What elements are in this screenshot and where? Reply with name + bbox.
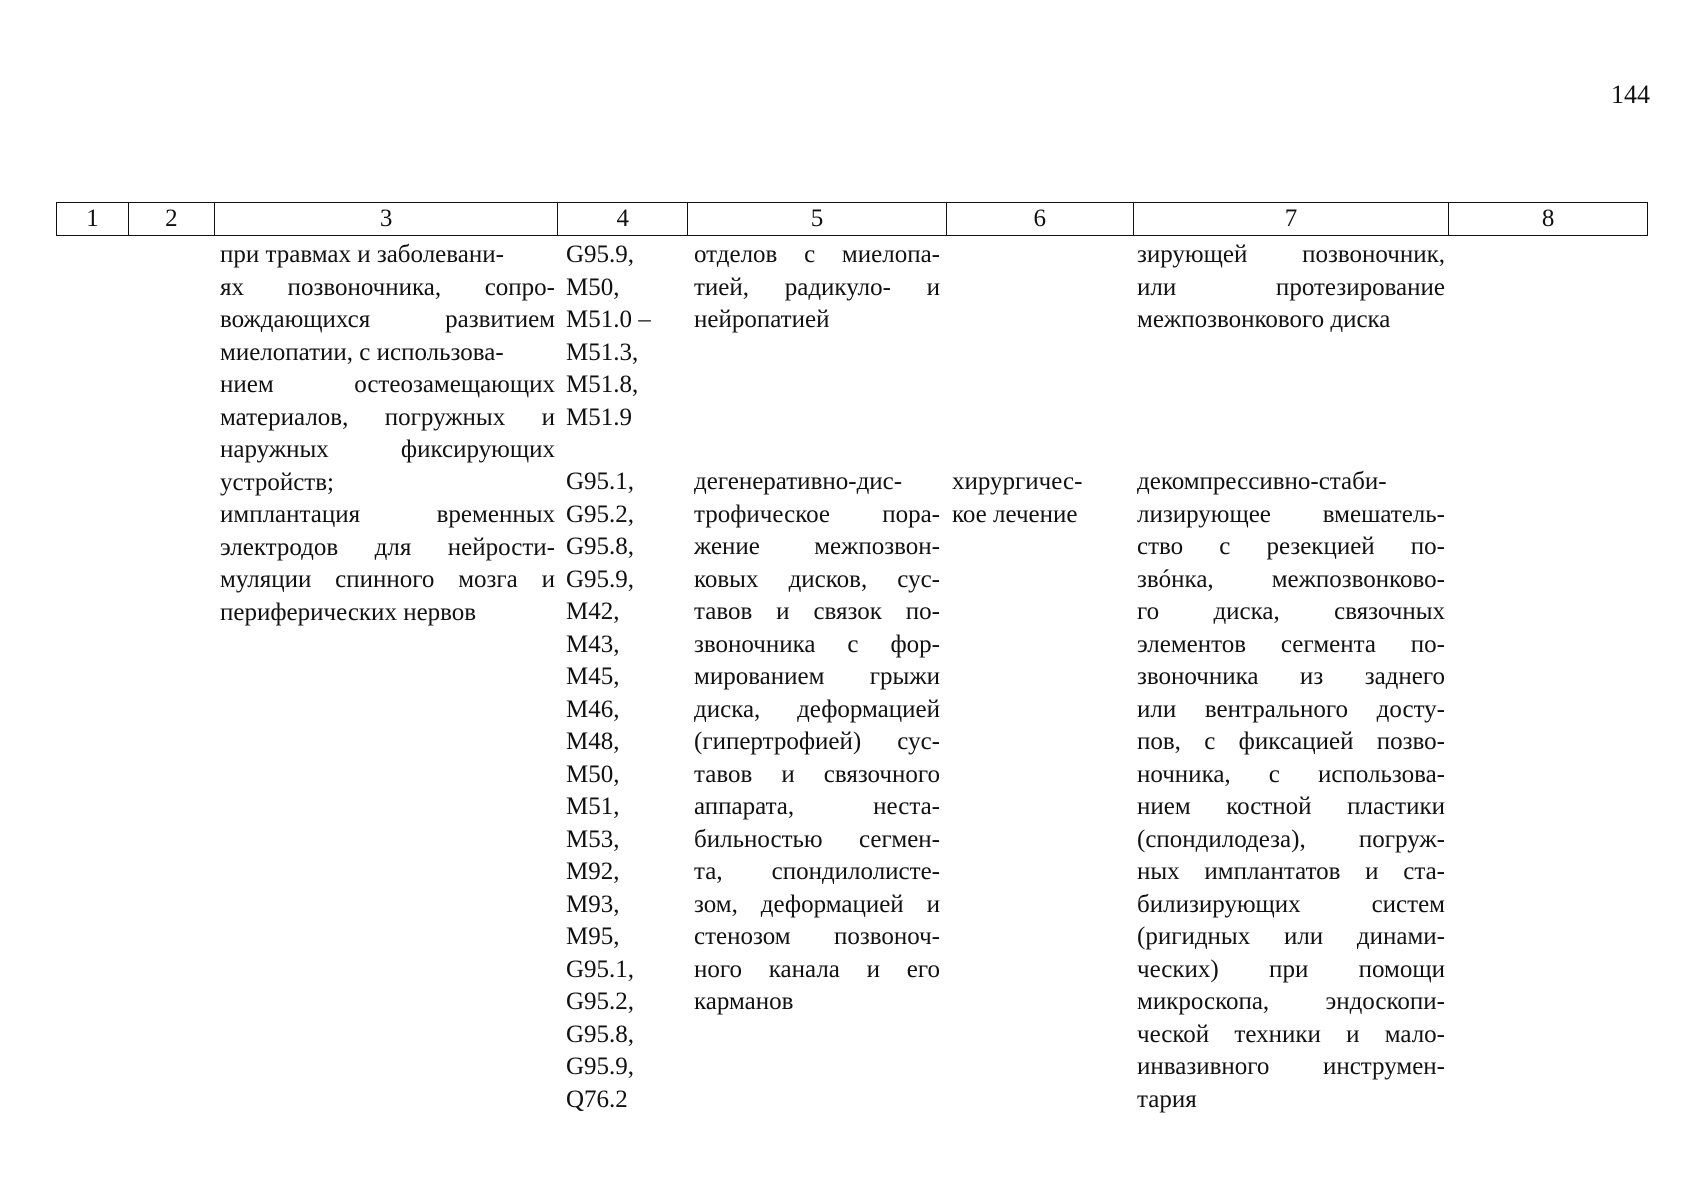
col3-description-line: имплантация временных [220,501,555,528]
block1-diagnosis-line: нейропатией [694,306,830,333]
block2-codes-line: G95.1, [566,955,635,983]
block1-codes-line: G95.9, [566,241,635,268]
header-cell-5: 5 [688,203,947,235]
block2-codes-line: G95.8, [566,533,635,560]
block2-codes-line: M92, [566,858,620,885]
block2-method-line: или вентрального досту- [1137,695,1445,723]
block2-diagnosis-line: стенозом позвоноч- [694,923,940,950]
header-cell-2: 2 [129,203,215,235]
header-cell-7: 7 [1134,203,1450,235]
block1-method-line: межпозвонкового диска [1137,306,1391,333]
block1-codes-line: M51.3, [566,338,639,366]
block2-method-line: (ригидных или динами- [1137,923,1445,950]
block2-diagnosis-line: тавов и связочного [694,760,940,788]
block2-method-line: микроскопа, эндоскопи- [1137,988,1445,1015]
block2-diagnosis-line: диска, деформацией [694,695,940,723]
block2-method-line: ческой техники и мало- [1137,1020,1445,1048]
block2-method-line: нием костной пластики [1137,793,1445,820]
block1-diagnosis [694,239,940,337]
block1-method [1137,239,1445,337]
block1-codes-line: M50, [566,273,620,301]
block2-codes-line: G95.2, [566,988,635,1015]
block2-codes-line: M42, [566,598,620,625]
block1-method-line: зирующей позвоночник, [1137,241,1445,268]
block2-treatment-type-line: кое лечение [952,500,1078,528]
block2-codes-line: M48, [566,728,620,755]
block1-diagnosis-line: тией, радикуло- и [694,273,940,301]
block2-method-line: лизирующее вмешатель- [1137,500,1445,528]
block2-codes-line: G95.8, [566,1020,635,1048]
block1-codes-line: M51.0 – [566,306,651,333]
col3-description-line: вождающихся развитием [220,306,555,333]
block2-method-line: ческих) при помощи [1137,955,1445,983]
block2-diagnosis-line: звоночника с фор- [694,630,940,658]
block2-method-line: го диска, связочных [1137,598,1445,625]
block2-method [1137,466,1445,1116]
block2-codes-line: M46, [566,695,620,723]
col3-description-line: периферических нервов [220,598,477,626]
block2-codes-line: M43, [566,630,620,658]
block1-codes [566,239,686,434]
block2-method-line: ночника, с использова- [1137,760,1445,788]
header-cell-1: 1 [57,203,129,235]
block2-codes-line: G95.1, [566,468,635,495]
col3-description-line: нием остеозамещающих [220,371,555,398]
header-cell-8: 8 [1541,205,1555,232]
header-cell-3: 3 [215,203,559,235]
block2-codes-line: M51, [566,793,620,820]
col3-description-line: миелопатии, с использова- [220,338,504,366]
block2-method-line: звоночника из заднего [1137,663,1445,690]
block2-codes-line: M95, [566,923,620,950]
col3-description-line: материалов, погружных и [220,403,555,431]
block2-diagnosis-line: дегенеративно-дис- [694,468,903,495]
block2-diagnosis-line: (гипертрофией) сус- [694,728,940,755]
block2-codes-line: M53, [566,825,620,853]
block2-method-line: элементов сегмента по- [1137,630,1445,658]
block1-diagnosis-line: отделов с миелопа- [694,241,940,268]
page-number: 144 [1611,80,1650,109]
block2-method-line: (спондилодеза), погруж- [1137,825,1445,853]
block2-diagnosis-line: бильностью сегмен- [694,825,940,853]
col3-description-line: устройств; [220,468,334,496]
block2-method-line: билизирующих систем [1137,890,1445,918]
block2-treatment-type-line: хирургичес- [952,468,1083,495]
block2-codes-line: M93, [566,890,620,918]
header-cell-6: 6 [947,203,1134,235]
block2-diagnosis-line: жение межпозвон- [694,533,940,560]
block2-diagnosis-line: ного канала и его [694,955,940,983]
col3-description [220,239,555,629]
col3-description-line: ях позвоночника, сопро- [220,273,555,301]
block2-method-line: ных имплантатов и ста- [1137,858,1445,885]
block2-codes-line: Q76.2 [566,1085,628,1113]
col3-description-line: электродов для нейрости- [220,533,555,561]
block2-diagnosis-line: карманов [694,988,794,1015]
block2-diagnosis-line: трофическое пора- [694,500,940,528]
col3-description-line: муляции спинного мозга и [220,566,555,593]
block2-diagnosis-line: зом, деформацией и [694,890,940,918]
block2-codes-line: G95.9, [566,1053,635,1080]
block2-method-line: ство с резекцией по- [1137,533,1445,560]
block2-diagnosis [694,466,940,1019]
block2-diagnosis-line: ковых дисков, сус- [694,565,940,593]
block2-method-line: звóнка, межпозвонково- [1137,565,1445,593]
col3-description-line: наружных фиксирующих [220,436,555,463]
block2-method-line: пов, с фиксацией позво- [1137,728,1445,755]
block1-method-line: или протезирование [1137,273,1445,301]
block2-codes-line: M45, [566,663,620,690]
block2-method-line: тария [1137,1085,1197,1113]
block2-codes [566,466,686,1116]
block2-diagnosis-line: та, спондилолисте- [694,858,940,885]
block1-codes-line: M51.8, [566,371,639,398]
header-cell-4: 4 [558,203,688,235]
table-header-row [56,202,1648,236]
block2-diagnosis-line: мированием грыжи [694,663,940,690]
block2-method-line: декомпрессивно-стаби- [1137,468,1387,495]
block2-codes-line: G95.9, [566,565,635,593]
block2-treatment-type [952,466,1132,531]
block2-codes-line: G95.2, [566,500,635,528]
block2-diagnosis-line: тавов и связок по- [694,598,940,625]
block2-method-line: инвазивного инструмен- [1137,1053,1445,1080]
block2-diagnosis-line: аппарата, неста- [694,793,940,820]
col3-description-line: при травмах и заболевани- [220,241,504,268]
block2-codes-line: M50, [566,760,620,788]
block1-codes-line: M51.9 [566,403,632,431]
